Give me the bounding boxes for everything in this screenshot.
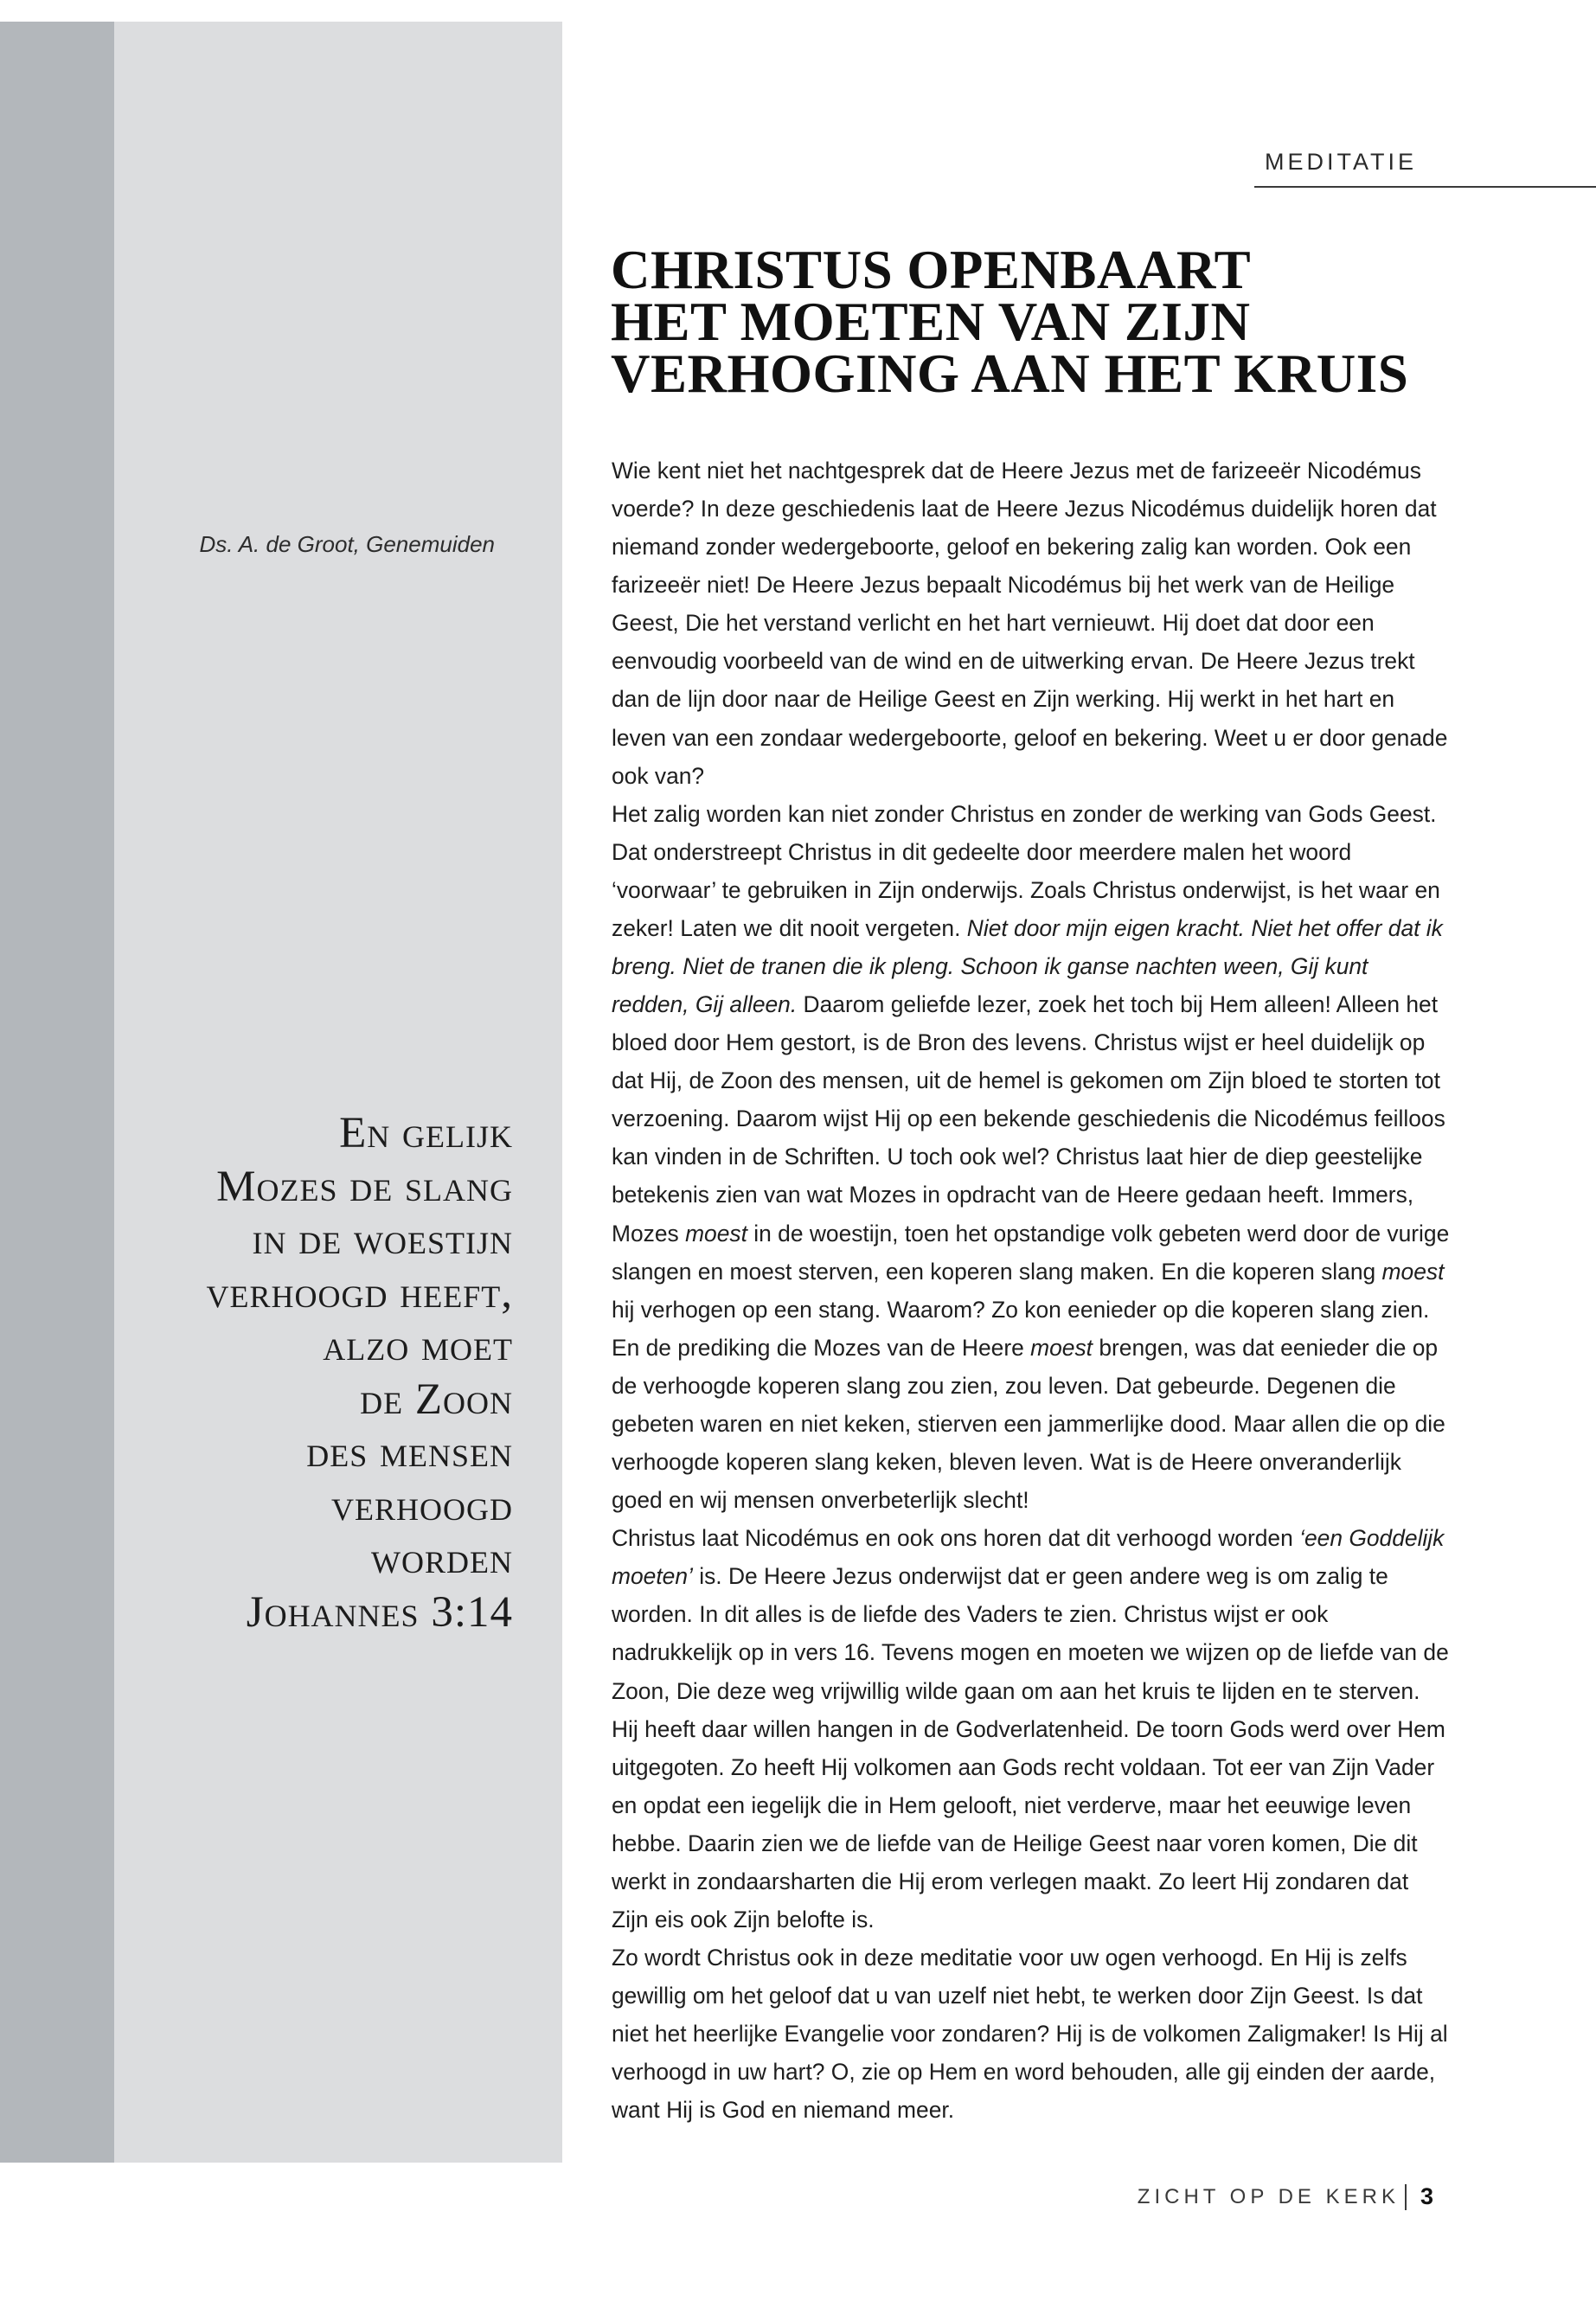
title-line: CHRISTUS OPENBAART: [611, 240, 1252, 300]
quote-line: Mozes de slang: [216, 1162, 513, 1211]
article-title: [611, 240, 1476, 404]
paragraph: Zo wordt Christus ook in deze meditatie voor uw ogen verhoogd. En Hij is zelfs gewillig om het geloof dat u van uzelf niet hebt, te werken door Zijn Geest. Is dat niet het heerlijke Evangelie voor zondaren? Hij is de volkomen Zaligmaker! Is Hij al verhoogd in uw hart? O, zie op Hem en word behouden, alle gij einden der aarde, want Hij is God en niemand meer.: [612, 1945, 1448, 2124]
emphasis: ‘een Goddelijk moeten’: [612, 1525, 1445, 1590]
text-run: hij verhogen op een stang. Waarom? Zo kon eenieder op die koperen slang zien. En de prediking die Mozes van de Heere: [612, 1296, 1430, 1361]
poem-quote: Niet door mijn eigen kracht. Niet het offer dat ik breng. Niet de tranen die ik pleng. Schoon ik ganse nachten ween, Gij kunt redden, Gij alleen.: [612, 914, 1443, 1018]
page-footer: [1138, 2183, 1433, 2210]
footer-divider: [1405, 2184, 1407, 2210]
article-body: [612, 452, 1451, 2129]
quote-line: En gelijk: [339, 1109, 513, 1157]
paragraph: [612, 1519, 1451, 1939]
text-run: Christus laat Nicodémus en ook ons horen dat dit verhoogd worden: [612, 1525, 1300, 1552]
paragraph: Wie kent niet het nachtgesprek dat de Heere Jezus met de farizeeër Nicodémus voerde? In deze geschiedenis laat de Heere Jezus Nicodémus duidelijk horen dat niemand zonder wedergeboorte, geloof en bekering zalig kan worden. Ook een farizeeër niet! De Heere Jezus bepaalt Nicodémus bij het werk van de Heilige Geest, Die het verstand verlicht en het hart vernieuwt. Hij doet dat door een eenvoudig voorbeeld van de wind en de uitwerking ervan. De Heere Jezus trekt dan de lijn door naar de Heilige Geest en Zijn werking. Hij werkt in het hart en leven van een zondaar wedergeboorte, geloof en bekering. Weet u er door genade ook van?: [612, 458, 1448, 789]
emphasis: moest: [685, 1220, 747, 1247]
text-run: is. De Heere Jezus onderwijst dat er geen andere weg is om zalig te worden. In dit alles is de liefde des Vaders te zien. Christus wijst er ook nadrukkelijk op in vers 16. Tevens mogen en moeten we wijzen op de liefde van de Zoon, Die deze weg vrijwillig wilde gaan om aan het kruis te lijden en te sterven. Hij heeft daar willen hangen in de Godverlatenheid. De toorn Gods werd over Hem uitgegoten. Zo heeft Hij volkomen aan Gods recht voldaan. Tot eer van Zijn Vader en opdat een iegelijk die in Hem gelooft, niet verderve, maar het eeuwige leven hebbe. Daarin zien we de liefde van de Heilige Geest naar voren komen, Die dit werkt in zondaarsharten die Hij erom verlegen maakt. Zo leert Hij zondaren dat Zijn eis ook Zijn belofte is.: [612, 1563, 1449, 1932]
text-run: brengen, was dat eenieder die op de verhoogde koperen slang zou zien, zou leven. Dat gebeurde. Degenen die gebeten waren en niet keken, stierven een jammerlijke dood. Maar allen die op die verhoogde koperen slang keken, bleven leven. Wat is de Heere onveranderlijk goed en wij mensen onverbeterlijk slecht!: [612, 1334, 1445, 1514]
quote-line: worden: [371, 1535, 513, 1583]
quote-line: verhoogd heeft,: [206, 1268, 513, 1317]
section-rule: [1254, 186, 1596, 188]
section-label: MEDITATIE: [1265, 149, 1417, 175]
text-run: Het zalig worden kan niet zonder Christus en zonder de werking van Gods Geest. Dat onderstreept Christus in dit gedeelte door meerdere malen het woord ‘voorwaar’ te gebruiken in Zijn onderwijs. Zoals Christus onderwijst, is het waar en zeker! Laten we dit nooit vergeten.: [612, 800, 1440, 941]
quote-line: de Zoon: [360, 1375, 513, 1424]
paragraph: [612, 795, 1451, 1519]
emphasis: moest: [1381, 1258, 1445, 1285]
quote-reference: Johannes 3:14: [246, 1587, 513, 1637]
author-byline: Ds. A. de Groot, Genemuiden: [199, 531, 495, 557]
text-run: in de woestijn, toen het opstandige volk gebeten werd door de vurige slangen en moest sterven, een koperen slang maken. En die koperen slang: [612, 1220, 1450, 1285]
title-line: VERHOGING AAN HET KRUIS: [611, 343, 1409, 404]
quote-line: des mensen: [306, 1428, 513, 1477]
quote-line: alzo moet: [323, 1322, 513, 1370]
publication-name: ZICHT OP DE KERK: [1137, 2184, 1400, 2208]
emphasis: moest: [1030, 1334, 1093, 1361]
quote-line: in de woestijn: [252, 1215, 513, 1264]
title-line: HET MOETEN VAN ZIJN: [611, 292, 1251, 352]
page-number: 3: [1420, 2183, 1433, 2209]
quote-line: verhoogd: [331, 1481, 513, 1530]
margin-band-light: [114, 22, 562, 2163]
margin-band-dark: [0, 22, 114, 2163]
text-run: Daarom geliefde lezer, zoek het toch bij Hem alleen! Alleen het bloed door Hem gestort, is de Bron des levens. Christus wijst er heel duidelijk op dat Hij, de Zoon des mensen, uit de hemel is gekomen om Zijn bloed te storten tot verzoening. Daarom wijst Hij op een bekende geschiedenis die Nicodémus feilloos kan vinden in de Schriften. U toch ook wel? Christus laat hier de diep geestelijke betekenis zien van wat Mozes in opdracht van de Heere gedaan heeft. Immers, Mozes: [612, 991, 1445, 1247]
pull-quote: [121, 1107, 513, 1639]
